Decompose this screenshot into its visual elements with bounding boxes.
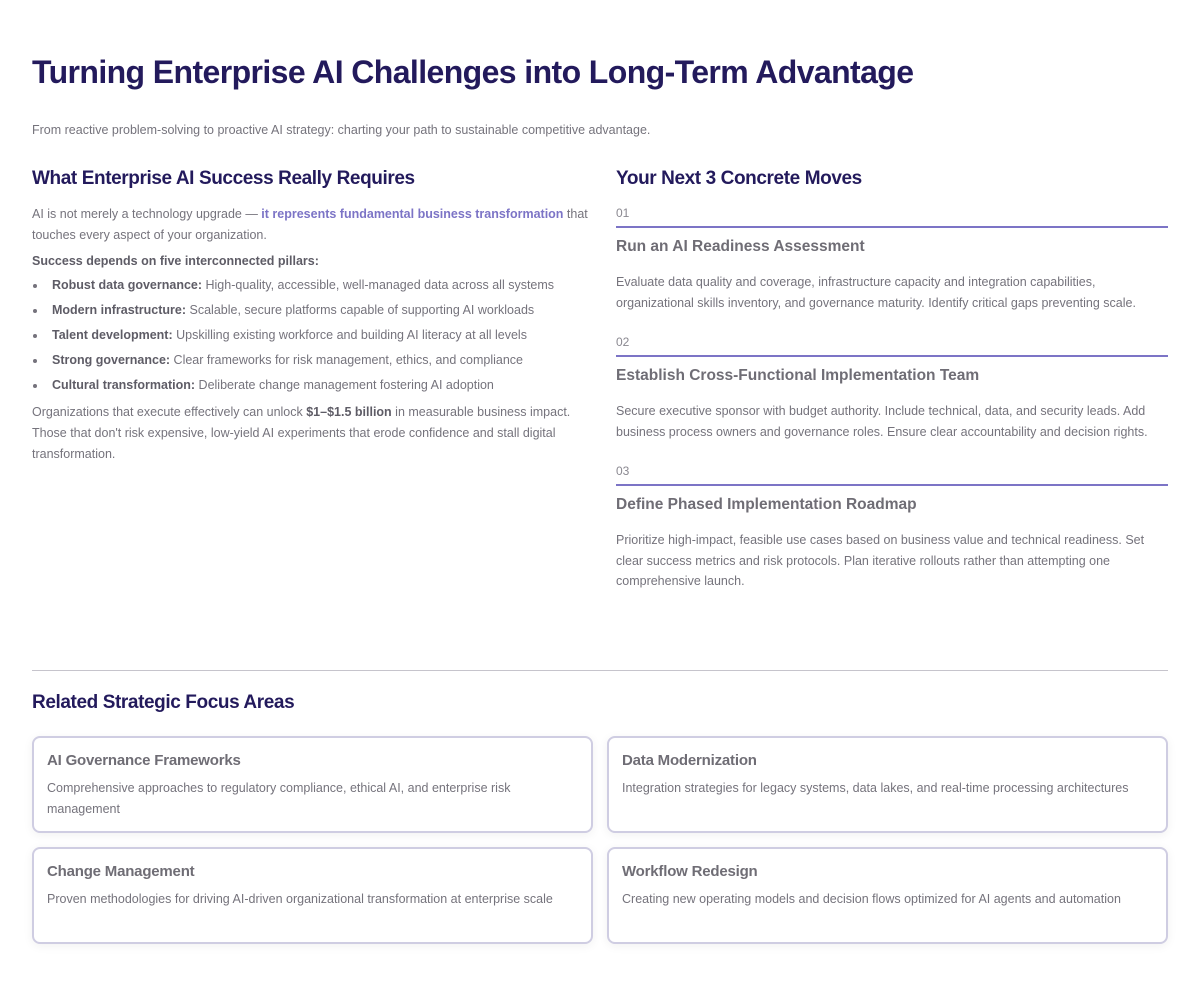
page-title: Turning Enterprise AI Challenges into Long-Term Advantage [32,54,914,90]
outro-text: Organizations that execute effectively can unlock [32,405,307,419]
card-description: Creating new operating models and decision flows optimized for AI agents and automation [622,892,1121,906]
pillar-text: Clear frameworks for risk management, ethics, and compliance [170,353,523,367]
move-number: 03 [616,464,630,478]
pillar-text: Upskilling existing workforce and building AI literacy at all levels [172,328,527,342]
requirements-section [32,166,592,465]
related-cards-grid [32,736,1168,944]
pillar-item [32,277,592,293]
card-description: Proven methodologies for driving AI-driven organizational transformation at enterprise scale [47,892,553,906]
move-title: Define Phased Implementation Roadmap [616,496,917,513]
intro-highlight: it represents fundamental business transformation [261,207,564,221]
move-number: 01 [616,206,630,220]
intro-text-end: that touches every aspect of your organization. [32,207,588,242]
card-description: Integration strategies for legacy systems, data lakes, and real-time processing architectures [622,781,1129,795]
pillar-label: Talent development: [52,328,173,342]
section-divider [32,670,1168,671]
move-description: Prioritize high-impact, feasible use cases based on business value and technical readiness. Set clear success metrics and risk protocols. Plan iterative rollouts rather than attempting one comprehensive launch. [616,533,1145,588]
move-item [616,334,1168,442]
requirements-outro [32,402,592,465]
related-card-change-management[interactable] [32,847,593,944]
pillar-text: Scalable, secure platforms capable of supporting AI workloads [186,303,535,317]
moves-section [616,166,1168,592]
outro-highlight: $1–$1.5 billion [306,405,392,419]
move-item [616,205,1168,313]
pillar-item [32,327,592,343]
moves-heading: Your Next 3 Concrete Moves [616,168,862,189]
requirements-heading: What Enterprise AI Success Really Requires [32,168,415,189]
pillars-lead: Success depends on five interconnected pillars: [32,254,319,268]
card-title: Workflow Redesign [622,863,758,880]
intro-text: AI is not merely a technology upgrade — [32,207,262,221]
related-heading: Related Strategic Focus Areas [32,692,295,713]
related-card-ai-governance[interactable] [32,736,593,833]
page-subtitle: From reactive problem-solving to proactive AI strategy: charting your path to sustainable competitive advantage. [32,123,651,137]
pillar-item [32,377,592,393]
move-divider [616,355,1168,357]
pillar-item [32,302,592,318]
move-divider [616,226,1168,228]
pillar-label: Cultural transformation: [52,378,196,392]
requirements-intro [32,204,592,246]
move-divider [616,484,1168,486]
card-description: Comprehensive approaches to regulatory compliance, ethical AI, and enterprise risk management [47,781,511,816]
related-card-data-modernization[interactable] [607,736,1168,833]
pillar-text: Deliberate change management fostering AI adoption [195,378,494,392]
pillar-label: Robust data governance: [52,278,203,292]
pillar-label: Modern infrastructure: [52,303,187,317]
related-card-workflow-redesign[interactable] [607,847,1168,944]
move-title: Establish Cross-Functional Implementation Team [616,367,980,384]
move-title: Run an AI Readiness Assessment [616,238,865,255]
card-title: AI Governance Frameworks [47,752,241,769]
card-title: Change Management [47,863,195,880]
move-item [616,463,1168,592]
pillar-item [32,352,592,368]
pillar-text: High-quality, accessible, well-managed data across all systems [202,278,555,292]
outro-text-end: in measurable business impact. Those that don't risk expensive, low-yield AI experiments that erode confidence and stall digital transformation. [32,405,571,461]
pillars-list [32,277,592,393]
move-number: 02 [616,335,630,349]
move-description: Evaluate data quality and coverage, infrastructure capacity and integration capabilities, organizational skills inventory, and governance maturity. Identify critical gaps preventing scale. [616,275,1136,310]
pillar-label: Strong governance: [52,353,171,367]
card-title: Data Modernization [622,752,757,769]
move-description: Secure executive sponsor with budget authority. Include technical, data, and security leads. Add business process owners and governance roles. Ensure clear accountability and decision rights. [616,404,1148,439]
